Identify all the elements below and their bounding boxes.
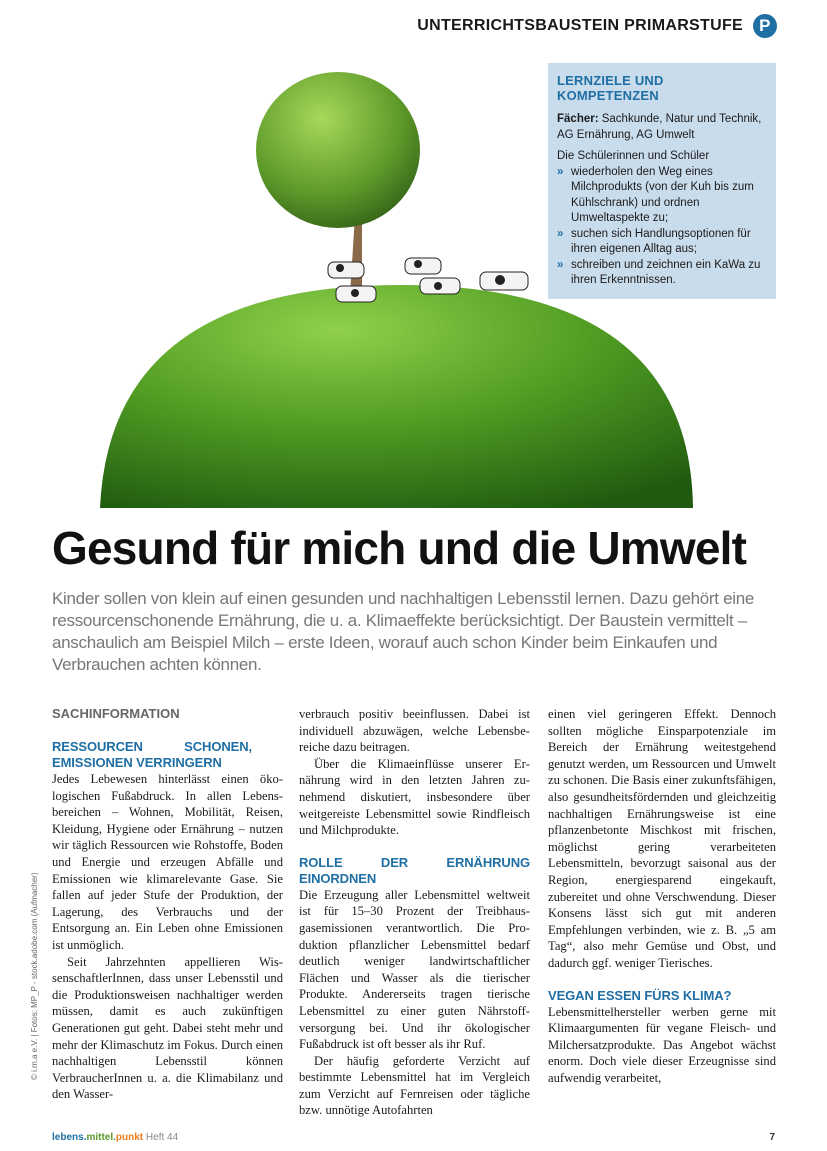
photo-credit: © i.m.a e.V. | Fotos: MP_P - stock.adobe.com (Aufmacher): [30, 872, 39, 1080]
faecher: [557, 112, 767, 143]
paragraph: verbrauch positiv beeinflussen. Dabei ist individuell abzuwägen, welche Lebensbereiche dazu beitragen.: [299, 707, 530, 755]
faecher-label: Fächer:: [557, 113, 599, 125]
paragraph: Über die Klimaeinflüsse unserer Ernährung wird in den letzten Jahren zunehmend diskutiert, insbesondere über weitgereiste Lebensmittel sowie Rindfleisch und Milchprodukte.: [299, 756, 530, 838]
lernziele-list: [557, 165, 767, 289]
section-label: UNTERRICHTSBAUSTEIN PRIMARSTUFE: [417, 17, 743, 34]
paragraph: Jedes Lebewesen hinterlässt einen ökologischen Fußabdruck. In allen Lebensbereichen – Wohnen, Mobilität, Reisen, Kleidung, Hygiene oder Ernährung – nutzen wir täglich Ressourcen wie Rohstoffe, Boden und Energie und erzeugen Abfälle und Emissionen wie klimarelevante Gase. Sie fallen auf jeder Stufe der Produktion, der Lagerung, des Verbrauchs und der Entsorgung an. Ein Leben ohne Emissionen ist unmöglich.: [52, 772, 283, 952]
list-item-text: suchen sich Handlungsoptionen für ihren eigenen Alltag aus;: [571, 227, 751, 255]
primarstufe-badge: P: [753, 14, 777, 38]
list-item-text: wiederholen den Weg eines Milchprodukts (von der Kuh bis zum Kühlschrank) und ordnen Umweltaspekte zu;: [571, 165, 754, 224]
article-column-3: [548, 706, 776, 1086]
tree-canopy: [256, 72, 420, 228]
section-heading: VEGAN ESSEN FÜRS KLIMA?: [548, 987, 732, 1003]
logo-part: mittel.: [86, 1132, 116, 1143]
kicker: SACHINFORMATION: [52, 706, 180, 721]
list-item-text: schreiben und zeichnen ein KaWa zu ihren Erkenntnissen.: [571, 258, 761, 286]
paragraph: Der häufig geforderte Verzicht auf bestimmte Lebensmittel hat im Vergleich zum Verzicht auf Fernreisen oder tägliche bzw. unnötige Autofahrten: [299, 1053, 530, 1118]
section-heading: RESSOURCEN SCHONEN, EMISSIONEN VERRINGERN: [52, 739, 252, 770]
faecher-value: Sachkunde, Natur und Technik, AG Ernährung, AG Umwelt: [557, 113, 762, 141]
list-item: [557, 258, 767, 289]
footer: [52, 1132, 178, 1143]
section-heading: ROLLE DER ERNÄHRUNG EINORDNEN: [299, 854, 530, 886]
paragraph: Lebensmittelhersteller werben gerne mit Klimaargumenten für vegane Fleisch- und Milchersatzprodukte. Das Angebot wächst enorm. Doch viele dieser Erzeugnisse sind aufwendig verarbeitet,: [548, 1004, 776, 1085]
bullet-icon: »: [557, 165, 564, 178]
paragraph: Seit Jahrzehnten appellieren WissenschaftlerInnen, dass unser Lebensstil und die Produktionsweisen nachhaltiger werden müssen, damit es auch zukünftigen Generationen gut geht. Dabei steht mehr und mehr der Klimaschutz im Fokus. Durch einen nachhaltigen Lebensstil können VerbraucherInnen u. a. die Klimabilanz und den Wasser-: [52, 954, 283, 1102]
list-item: [557, 227, 767, 258]
grass-hemisphere: [100, 285, 693, 508]
logo-part: lebens.: [52, 1132, 87, 1143]
lernziele-intro: Die Schülerinnen und Schüler: [557, 150, 710, 162]
logo-part: punkt: [115, 1132, 144, 1143]
bullet-icon: »: [557, 258, 564, 271]
paragraph: einen viel geringeren Effekt. Dennoch sollten mögliche Einsparpotenziale im Bereich der Ernährung weitestgehend genutzt werden, um Ressourcen und Umwelt zu schonen. Die Basis einer zukunftsfähigen, also gesundheitsfördernden und gleichzeitig nachhaltigen Ernährungsweise ist eine pflanzenbetonte Mischkost mit frischen, möglichst gering verarbeiteten Lebensmitteln, bevorzugt saisonal aus der Region, energiesparend eingekauft, zubereitet und ohne Verschwendung. Dieser Konsens lässt sich gut mit anderen Empfehlungen verbinden, wie z. B. „5 am Tag“, also mehr Gemüse und Obst, und dadurch ggf. weniger Tierisches.: [548, 707, 776, 970]
article-column-2: [299, 706, 530, 1119]
bullet-icon: »: [557, 227, 564, 240]
list-item: [557, 165, 767, 227]
lernziele-box: [548, 63, 776, 299]
issue-label: Heft 44: [145, 1132, 179, 1143]
article-column-1: [52, 706, 283, 1103]
lead-paragraph: Kinder sollen von klein auf einen gesunden und nachhaltigen Lebensstil lernen. Dazu gehört eine ressourcenschonende Ernährung, die u. a. Klimaeffekte berücksichtigt. Der Baustein vermittelt – anschaulich am Beispiel Milch – erste Ideen, worauf auch schon Kinder beim Einkaufen und Verbrauchen achten können.: [52, 589, 755, 674]
page-number: 7: [769, 1132, 775, 1143]
lernziele-heading: LERNZIELE UND KOMPETENZEN: [557, 73, 664, 103]
section-header: [417, 14, 777, 38]
paragraph: Die Erzeugung aller Lebensmittel weltweit ist für 15–30 Prozent der Treibhausgasemissionen verantwortlich. Die Produktion pflanzlicher Lebensmittel bedarf deutlich weniger landwirtschaftlicher Flächen und Wasser als die tierischer Produkte. Andererseits tragen tierische Lebensmittel zu einer guten Nährstoffversorgung bei. Und ihr ökologischer Fußabdruck ist oft besser als ihr Ruf.: [299, 887, 530, 1052]
page-title: Gesund für mich und die Umwelt: [52, 522, 747, 574]
